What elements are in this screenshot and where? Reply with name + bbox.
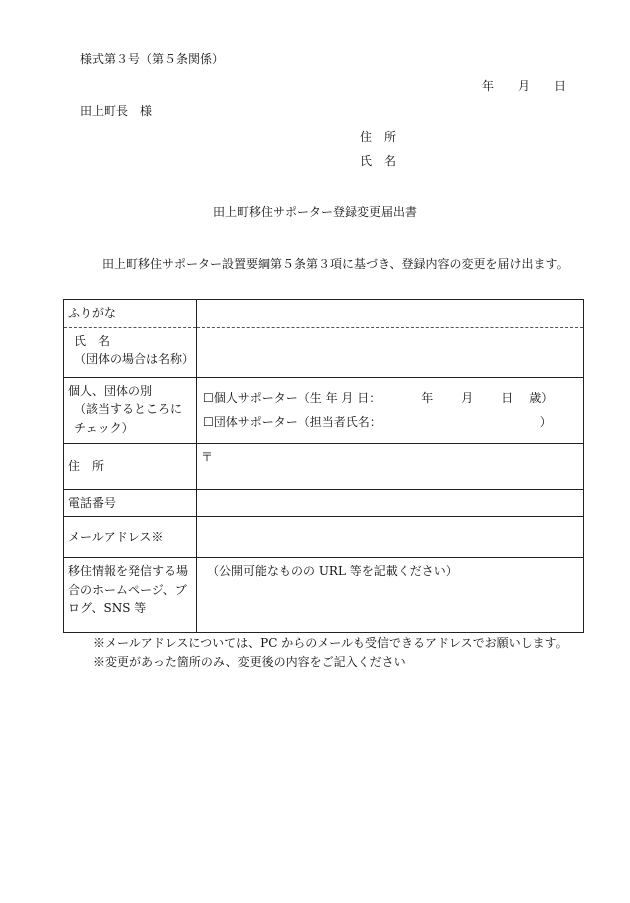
birth-day-label: 日 (501, 390, 514, 405)
group-supporter-label: ☐団体サポーター（担当者氏名： (203, 415, 382, 430)
furigana-label: ふりがな (64, 300, 197, 328)
recipient: 田上町長 様 (80, 104, 153, 118)
individual-supporter-option[interactable] (201, 389, 579, 408)
date-line (482, 80, 566, 92)
change-note: ※変更があった箇所のみ、変更後の内容をご記入ください (93, 655, 406, 669)
email-row (64, 517, 584, 558)
group-close-paren: ） (539, 415, 552, 430)
applicant-name-label: 氏 名 (360, 154, 397, 168)
intro-text: 田上町移住サポーター設置要綱第５条第３項に基づき、登録内容の変更を届け出ます。 (102, 257, 569, 271)
age-label: 歳） (529, 390, 554, 405)
phone-label: 電話番号 (64, 489, 197, 517)
email-label: メールアドレス※ (64, 517, 197, 558)
date-month-label: 月 (518, 79, 531, 93)
group-supporter-option[interactable] (201, 413, 579, 432)
web-hint: （公開可能なものの URL 等を記載ください） (207, 564, 458, 579)
name-label-cell (64, 327, 197, 377)
type-label: 個人、団体の別 (68, 383, 153, 398)
phone-field[interactable] (197, 489, 584, 517)
birth-year-label: 年 (421, 390, 434, 405)
type-sub-label: （該当するところにチェック） (74, 402, 183, 435)
name-field[interactable] (197, 327, 584, 377)
type-row (64, 377, 584, 443)
email-note: ※メールアドレスについては、PC からのメールも受信できるアドレスでお願いします。 (93, 636, 568, 650)
web-label: 移住情報を発信する場合のホームページ、ブログ、SNS 等 (64, 558, 197, 633)
address-row (64, 443, 584, 489)
applicant-address-label: 住 所 (360, 130, 397, 144)
name-row (64, 327, 584, 377)
web-row (64, 558, 584, 633)
document-title: 田上町移住サポーター登録変更届出書 (212, 205, 417, 219)
name-sub-label: （団体の場合は名称） (74, 352, 195, 367)
type-options (197, 377, 584, 443)
furigana-field[interactable] (197, 300, 584, 328)
date-day-label: 日 (554, 79, 567, 93)
name-label: 氏 名 (74, 333, 111, 348)
postal-mark: 〒 (201, 449, 214, 464)
email-field[interactable] (197, 517, 584, 558)
individual-supporter-label: ☐個人サポーター（生 年 月 日： (203, 390, 382, 405)
type-label-cell (64, 377, 197, 443)
form-number: 様式第３号（第５条関係） (80, 52, 225, 66)
web-field[interactable] (197, 558, 584, 633)
furigana-row (64, 300, 584, 328)
birth-month-label: 月 (461, 390, 474, 405)
phone-row (64, 489, 584, 517)
registration-form-table (63, 299, 584, 633)
date-year-label: 年 (482, 79, 495, 93)
address-field[interactable] (197, 443, 584, 489)
address-label: 住 所 (64, 443, 197, 489)
